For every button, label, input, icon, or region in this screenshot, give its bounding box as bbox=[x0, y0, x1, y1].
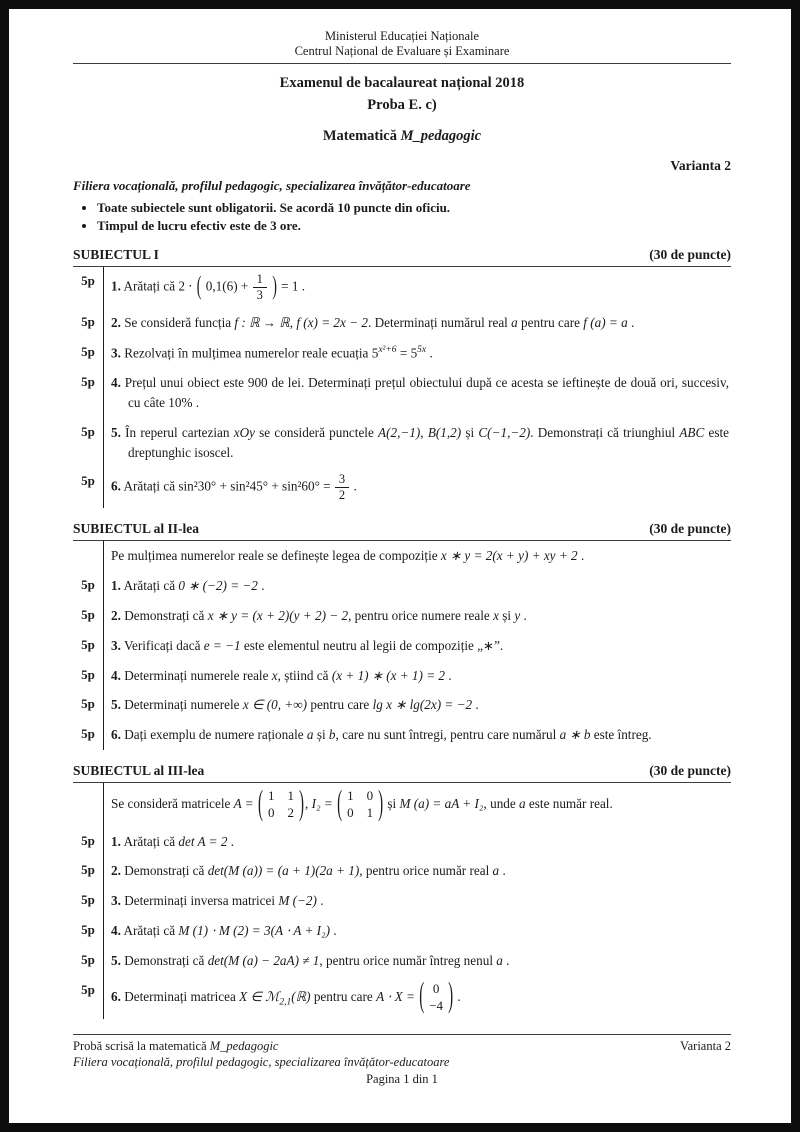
question-text bbox=[111, 576, 729, 596]
text-segment: și bbox=[384, 795, 400, 811]
math-superscript: 5x bbox=[417, 345, 427, 356]
score-cell: 5p bbox=[81, 666, 95, 682]
math-segment: 900 bbox=[247, 375, 268, 391]
matrix-cell: 2 bbox=[287, 805, 294, 821]
proba-title: Proba E. c) bbox=[367, 97, 437, 114]
document-header bbox=[73, 29, 731, 59]
text-segment: și bbox=[498, 608, 515, 624]
question-cell bbox=[103, 601, 731, 631]
question-text bbox=[111, 423, 729, 463]
math-segment: ABC bbox=[679, 424, 705, 440]
text-segment: . bbox=[330, 922, 337, 938]
math-segment: f (a) = a bbox=[583, 315, 628, 331]
question-cell bbox=[103, 267, 731, 308]
math-segment: det(M (a) − 2aA) ≠ 1 bbox=[207, 952, 320, 968]
section-2-body bbox=[73, 540, 731, 750]
text-segment: . bbox=[502, 952, 510, 968]
question-number: 4. bbox=[111, 922, 121, 938]
variant-label: Varianta 2 bbox=[670, 158, 731, 174]
math-subscript: 2,1 bbox=[279, 996, 292, 1007]
math-segment: (ℝ) bbox=[291, 988, 311, 1004]
text-segment: . bbox=[454, 988, 461, 1004]
score-cell: 5p bbox=[81, 636, 95, 652]
math-segment: a bbox=[306, 727, 314, 743]
fraction bbox=[334, 472, 350, 503]
matrix-I2 bbox=[336, 785, 384, 823]
text-segment: pentru care bbox=[310, 988, 377, 1004]
question-row-s3-6 bbox=[73, 976, 731, 1020]
right-paren: ) bbox=[378, 785, 384, 823]
text-segment: este dreptunghic isoscel. bbox=[128, 424, 730, 460]
instructions-list bbox=[73, 199, 731, 234]
section-3-title: SUBIECTUL al III-lea bbox=[73, 763, 205, 779]
question-row-s2-2 bbox=[73, 601, 731, 631]
exam-page bbox=[9, 9, 791, 1087]
math-segment: 10% bbox=[168, 395, 193, 411]
question-number: 3. bbox=[111, 893, 121, 909]
score-cell: 5p bbox=[81, 473, 95, 489]
question-number: 2. bbox=[111, 863, 121, 879]
instruction-item: • Timpul de lucru efectiv este de 3 ore. bbox=[97, 217, 731, 235]
subject-name: Matematică bbox=[322, 127, 401, 144]
matrix-cell: 1 bbox=[267, 788, 275, 804]
question-cell bbox=[103, 916, 731, 946]
footer-exam-name bbox=[73, 1038, 278, 1054]
question-text bbox=[111, 695, 729, 715]
text-segment: Arătați că bbox=[123, 833, 179, 849]
text-segment: este elementul neutru al legii de compoziție „∗”. bbox=[240, 637, 504, 653]
text-segment: , care nu sunt întregi, pentru care numărul bbox=[335, 727, 560, 743]
question-text bbox=[111, 606, 729, 626]
text-segment: . Demonstrați că triunghiul bbox=[530, 424, 680, 440]
question-row-s2-5 bbox=[73, 690, 731, 720]
question-row-s1-3 bbox=[73, 338, 731, 368]
question-number: 6. bbox=[111, 727, 121, 743]
math-segment: (x + 1) ∗ (x + 1) = 2 bbox=[331, 667, 446, 683]
question-number: 1. bbox=[111, 278, 121, 294]
question-text bbox=[111, 373, 729, 413]
footer-program-line: Filiera vocațională, profilul pedagogic, specializarea învățător-educatoare bbox=[73, 1055, 450, 1070]
fraction bbox=[252, 272, 268, 303]
math-segment: = 1 bbox=[281, 278, 299, 294]
score-cell: 5p bbox=[81, 892, 95, 908]
question-text bbox=[111, 951, 729, 971]
text-segment: Arătați că bbox=[123, 478, 179, 494]
question-cell bbox=[103, 827, 731, 857]
math-segment: M (a) = aA + I₂ bbox=[399, 795, 484, 811]
question-number: 5. bbox=[111, 697, 121, 713]
text-segment: Se consideră funcția bbox=[124, 315, 235, 331]
left-paren: ( bbox=[257, 785, 263, 823]
text-segment: Se consideră matricele bbox=[111, 795, 234, 811]
question-cell bbox=[103, 418, 731, 468]
text-segment: . bbox=[627, 315, 635, 331]
text-segment: se consideră punctele bbox=[254, 424, 379, 440]
question-row-s1-1 bbox=[73, 267, 731, 308]
math-segment: b bbox=[328, 727, 336, 743]
instruction-item: • Toate subiectele sunt obligatorii. Se acordă 10 puncte din oficiu. bbox=[97, 199, 731, 217]
text-segment: . bbox=[316, 893, 324, 909]
section-3-body bbox=[73, 782, 731, 1019]
score-cell: 5p bbox=[81, 921, 95, 937]
question-text bbox=[111, 636, 729, 656]
question-cell bbox=[103, 571, 731, 601]
text-segment: . bbox=[445, 667, 452, 683]
left-paren: ( bbox=[419, 977, 425, 1016]
right-paren: ) bbox=[298, 785, 304, 823]
text-segment: Demonstrați că bbox=[124, 952, 208, 968]
text-segment: , pentru orice număr real bbox=[359, 863, 493, 879]
score-cell: 5p bbox=[81, 696, 95, 712]
question-row-s3-2 bbox=[73, 856, 731, 886]
text-segment: Dați exemplu de numere raționale bbox=[124, 727, 307, 743]
math-segment: a ∗ b bbox=[559, 727, 591, 743]
subject-title bbox=[73, 128, 731, 145]
question-number: 3. bbox=[111, 637, 121, 653]
score-cell: 5p bbox=[81, 862, 95, 878]
text-segment: . bbox=[298, 278, 306, 294]
math-segment: f : ℝ → ℝ, f (x) = 2x − 2 bbox=[234, 315, 368, 331]
math-segment: x bbox=[271, 667, 278, 683]
text-segment: Probă scrisă la matematică bbox=[73, 1039, 210, 1053]
math-segment: xOy bbox=[233, 424, 255, 440]
question-number: 2. bbox=[111, 608, 121, 624]
section-3-heading bbox=[73, 763, 731, 779]
math-segment: M (1) ⋅ M (2) = 3(A ⋅ A + I₂) bbox=[178, 922, 331, 938]
question-row-s3-5 bbox=[73, 946, 731, 976]
text-segment: Verificați dacă bbox=[123, 637, 204, 653]
math-segment: 2 ⋅ bbox=[178, 278, 193, 294]
intro-row-s3 bbox=[73, 783, 731, 827]
question-text bbox=[111, 977, 729, 1016]
math-segment: 0,1(6) + bbox=[205, 278, 252, 294]
question-text bbox=[111, 725, 729, 745]
text-segment: , bbox=[304, 795, 312, 811]
math-segment: a bbox=[511, 315, 518, 331]
text-segment: , pentru orice număr întreg nenul bbox=[319, 952, 497, 968]
score-cell: 5p bbox=[81, 577, 95, 593]
text-segment: . bbox=[227, 833, 235, 849]
score-cell-empty bbox=[73, 541, 103, 571]
text-segment: , unde bbox=[483, 795, 520, 811]
question-row-s2-6 bbox=[73, 720, 731, 750]
question-row-s2-1 bbox=[73, 571, 731, 601]
question-cell bbox=[103, 308, 731, 338]
score-cell: 5p bbox=[81, 726, 95, 742]
question-cell bbox=[103, 541, 731, 571]
evaluation-center-name: Centrul Național de Evaluare și Examinare bbox=[294, 44, 510, 58]
text-segment: . bbox=[350, 478, 357, 494]
question-cell bbox=[103, 368, 731, 418]
question-text bbox=[111, 921, 729, 941]
question-cell bbox=[103, 338, 731, 368]
question-cell bbox=[103, 783, 731, 827]
math-segment: det(M (a)) = (a + 1)(2a + 1) bbox=[207, 863, 360, 879]
footer-variant: Varianta 2 bbox=[679, 1039, 731, 1053]
score-cell: 5p bbox=[81, 607, 95, 623]
text-segment: și bbox=[313, 727, 329, 743]
matrix-cell: 1 bbox=[366, 805, 374, 821]
ministry-name: Ministerul Educației Naționale bbox=[324, 29, 480, 43]
score-cell: 5p bbox=[81, 374, 95, 390]
math-segment: 0 ∗ (−2) = −2 bbox=[178, 578, 258, 594]
score-cell: 5p bbox=[81, 951, 95, 967]
question-number: 4. bbox=[111, 667, 121, 683]
matrix-cells bbox=[268, 788, 294, 822]
question-number: 6. bbox=[111, 988, 121, 1004]
question-text bbox=[111, 313, 729, 333]
question-cell bbox=[103, 886, 731, 916]
question-cell bbox=[103, 856, 731, 886]
question-number: 1. bbox=[111, 578, 121, 594]
text-segment: Arătați că bbox=[123, 578, 179, 594]
question-number: 6. bbox=[111, 478, 121, 494]
matrix-cell: −4 bbox=[429, 997, 444, 1013]
question-text bbox=[111, 891, 729, 911]
math-segment: A ⋅ X = bbox=[376, 988, 419, 1004]
math-segment: x ∗ y = (x + 2)(y + 2) − 2 bbox=[207, 608, 349, 624]
section-2-heading bbox=[73, 521, 731, 537]
intro-text bbox=[111, 785, 729, 823]
text-segment: . Determinați numărul real bbox=[367, 315, 512, 331]
math-segment: x bbox=[493, 608, 499, 624]
question-cell bbox=[103, 631, 731, 661]
fraction-denominator: 3 bbox=[253, 287, 267, 303]
text-segment: Determinați numerele reale bbox=[124, 667, 272, 683]
text-segment: este număr real. bbox=[525, 795, 613, 811]
section-3-points: (30 de puncte) bbox=[649, 763, 731, 779]
math-segment: X ∈ ℳ bbox=[239, 988, 280, 1004]
math-segment: = 5 bbox=[399, 345, 418, 361]
column-matrix-X bbox=[418, 977, 454, 1016]
question-text bbox=[111, 666, 729, 686]
text-segment: Determinați numerele bbox=[124, 697, 243, 713]
question-number: 3. bbox=[111, 345, 121, 361]
fraction-numerator: 1 bbox=[256, 272, 263, 287]
text-segment: . bbox=[192, 395, 200, 411]
text-segment: . bbox=[577, 548, 585, 564]
text-segment: Demonstrați că bbox=[124, 608, 208, 624]
matrix-cell: 0 bbox=[432, 980, 440, 996]
question-text bbox=[111, 861, 729, 881]
question-text bbox=[111, 343, 729, 363]
question-cell bbox=[103, 690, 731, 720]
score-cell: 5p bbox=[81, 314, 95, 330]
question-row-s3-1 bbox=[73, 827, 731, 857]
matrix-cell: 0 bbox=[347, 805, 354, 821]
math-segment: a bbox=[519, 795, 526, 811]
section-2-title: SUBIECTUL al II-lea bbox=[73, 521, 200, 537]
math-segment: B(1,2) bbox=[427, 424, 462, 440]
question-cell bbox=[103, 946, 731, 976]
text-segment: este întreg. bbox=[590, 727, 652, 743]
footer-row-1 bbox=[73, 1038, 731, 1054]
document-footer bbox=[73, 1034, 731, 1087]
math-segment: y bbox=[514, 608, 521, 624]
section-1-points: (30 de puncte) bbox=[649, 247, 731, 263]
score-cell: 5p bbox=[81, 423, 95, 439]
right-paren: ) bbox=[448, 977, 454, 1016]
question-cell bbox=[103, 720, 731, 750]
question-text bbox=[111, 472, 729, 503]
subject-profile: M_pedagogic bbox=[400, 127, 482, 144]
text-segment: . bbox=[257, 578, 265, 594]
text-segment: Demonstrați că bbox=[124, 863, 208, 879]
text-segment: și bbox=[461, 424, 479, 440]
math-segment: e = −1 bbox=[203, 637, 241, 653]
score-cell: 5p bbox=[81, 344, 95, 360]
text-segment: Determinați matricea bbox=[124, 988, 240, 1004]
intro-row-s2 bbox=[73, 541, 731, 571]
section-1-body bbox=[73, 266, 731, 508]
text-segment: , bbox=[420, 424, 428, 440]
text-segment: . bbox=[499, 863, 506, 879]
big-paren-open: ( bbox=[196, 273, 202, 303]
question-cell bbox=[103, 661, 731, 691]
matrix-cell: 0 bbox=[267, 805, 275, 821]
question-text bbox=[111, 832, 729, 852]
matrix-cells bbox=[347, 788, 373, 822]
question-row-s3-3 bbox=[73, 886, 731, 916]
math-segment: lg x ∗ lg(2x) = −2 bbox=[372, 697, 473, 713]
footer-profile: M_pedagogic bbox=[209, 1039, 279, 1053]
matrix-cell: 0 bbox=[366, 788, 374, 804]
math-segment: 5 bbox=[371, 345, 379, 361]
exam-title: Examenul de bacalaureat național 2018 bbox=[279, 75, 525, 91]
math-segment: a bbox=[496, 952, 503, 968]
left-paren: ( bbox=[337, 785, 343, 823]
footer-divider bbox=[73, 1034, 731, 1035]
question-number: 5. bbox=[111, 952, 121, 968]
text-segment: În reperul cartezian bbox=[125, 424, 234, 440]
math-segment: A = bbox=[233, 795, 257, 811]
text-segment: . bbox=[426, 345, 433, 361]
question-row-s1-2 bbox=[73, 308, 731, 338]
matrix-cell: 1 bbox=[347, 788, 354, 804]
footer-page-number: Pagina 1 din 1 bbox=[366, 1071, 438, 1086]
program-line: Filiera vocațională, profilul pedagogic, specializarea învățător-educatoare bbox=[73, 178, 471, 194]
text-segment: de lei. Determinați prețul obiectului după ce acesta se ieftinește de două ori, succesiv, cu câte bbox=[128, 375, 730, 411]
question-number: 2. bbox=[111, 315, 121, 331]
question-row-s2-3 bbox=[73, 631, 731, 661]
matrix-cell: 1 bbox=[287, 788, 294, 804]
text-segment: Rezolvați în mulțimea numerelor reale ecuația bbox=[124, 345, 372, 361]
question-cell bbox=[103, 976, 731, 1020]
big-paren-close: ) bbox=[272, 273, 277, 303]
score-cell: 5p bbox=[81, 981, 95, 997]
text-segment: Arătați că bbox=[123, 278, 179, 294]
math-segment: det A = 2 bbox=[178, 833, 228, 849]
text-segment: , pentru orice numere reale bbox=[348, 608, 494, 624]
question-row-s1-6 bbox=[73, 467, 731, 508]
question-number: 1. bbox=[111, 833, 121, 849]
question-text bbox=[111, 272, 729, 303]
text-segment: , știind că bbox=[277, 667, 332, 683]
intro-text bbox=[111, 546, 729, 566]
text-segment: Arătați că bbox=[123, 922, 179, 938]
question-cell bbox=[103, 467, 731, 508]
matrix-A bbox=[257, 785, 305, 823]
text-segment: pentru care bbox=[517, 315, 584, 331]
text-segment: Pe mulțimea numerelor reale se definește legea de compoziție bbox=[111, 548, 441, 564]
header-divider bbox=[73, 63, 731, 64]
section-2-points: (30 de puncte) bbox=[649, 521, 731, 537]
math-segment: sin²30° + sin²45° + sin²60° = bbox=[178, 478, 334, 494]
text-segment: pentru care bbox=[307, 697, 373, 713]
math-segment: I₂ = bbox=[311, 795, 337, 811]
text-segment: Determinați inversa matricei bbox=[124, 893, 279, 909]
text-segment: . bbox=[472, 697, 479, 713]
question-number: 5. bbox=[111, 424, 121, 440]
text-segment: . bbox=[520, 608, 527, 624]
question-row-s3-4 bbox=[73, 916, 731, 946]
section-1-title: SUBIECTUL I bbox=[73, 247, 159, 263]
score-cell: 5p bbox=[81, 273, 95, 289]
math-segment: M (−2) bbox=[278, 893, 317, 909]
fraction-numerator: 3 bbox=[338, 472, 346, 487]
fraction-denominator: 2 bbox=[335, 487, 349, 503]
matrix-cells bbox=[429, 981, 443, 1015]
question-row-s1-5 bbox=[73, 418, 731, 468]
math-segment: x ∈ (0, +∞) bbox=[242, 697, 308, 713]
question-number: 4. bbox=[111, 375, 121, 391]
question-row-s2-4 bbox=[73, 661, 731, 691]
math-superscript: x²+6 bbox=[378, 345, 397, 356]
score-cell: 5p bbox=[81, 832, 95, 848]
text-segment: Prețul unui obiect este bbox=[124, 375, 248, 391]
question-row-s1-4 bbox=[73, 368, 731, 418]
math-segment: x ∗ y = 2(x + y) + xy + 2 bbox=[440, 548, 578, 564]
section-1-heading bbox=[73, 247, 731, 263]
math-segment: A(2,−1) bbox=[378, 424, 421, 440]
math-segment: C(−1,−2) bbox=[478, 424, 531, 440]
math-segment: a bbox=[492, 863, 500, 879]
score-cell-empty bbox=[73, 783, 103, 827]
